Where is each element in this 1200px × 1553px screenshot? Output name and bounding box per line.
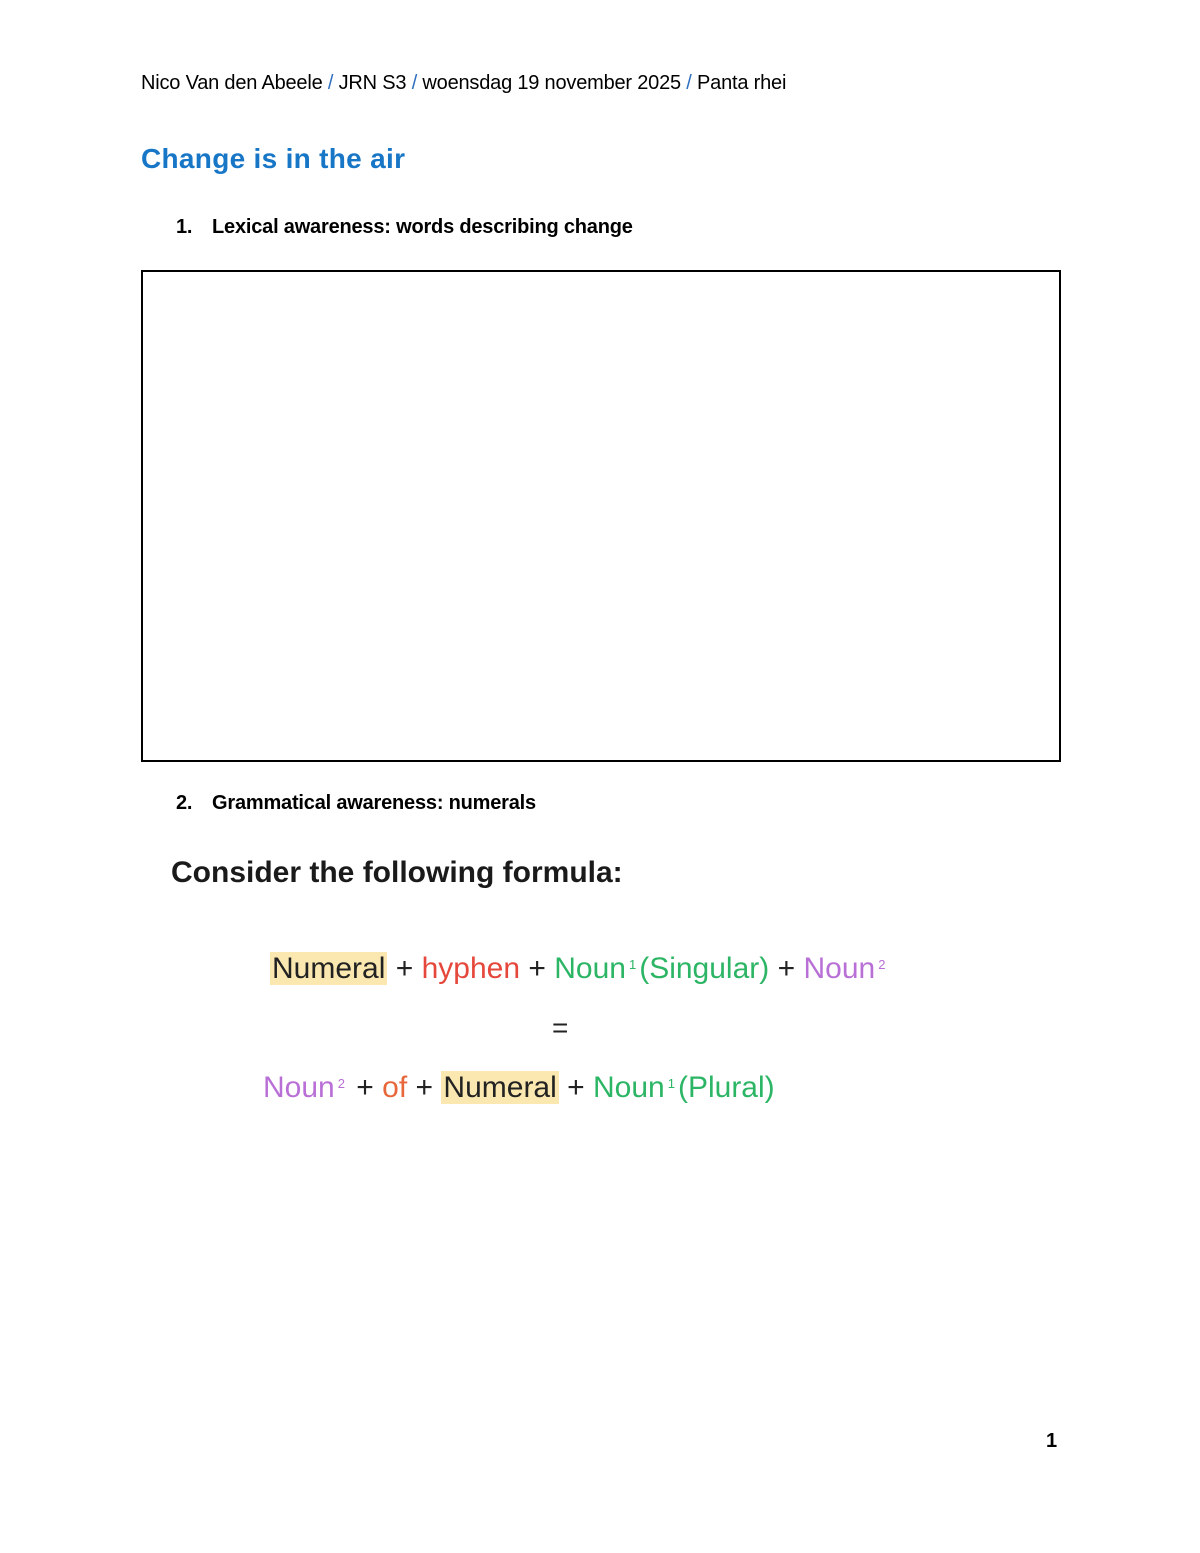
formula-plus: +: [395, 952, 414, 985]
header-separator: /: [327, 72, 334, 94]
formula-plural: (Plural): [677, 1071, 775, 1104]
formula-line-expanded: [263, 1071, 775, 1105]
section-number: 2.: [176, 792, 193, 814]
formula-intro: Consider the following formula:: [171, 856, 623, 889]
formula-plus: +: [567, 1071, 585, 1104]
page-title: Change is in the air: [141, 143, 406, 174]
formula-plus: +: [415, 1071, 434, 1104]
section-heading-lexical: [176, 216, 633, 239]
section-heading-text: Grammatical awareness: numerals: [212, 792, 536, 814]
formula-plus: +: [777, 952, 796, 985]
formula-singular: (Singular): [639, 952, 770, 985]
formula-superscript: 1: [628, 957, 637, 972]
section-number: 1.: [176, 216, 193, 238]
section-heading-text: Lexical awareness: words describing change: [212, 216, 633, 238]
formula-of: of: [382, 1071, 408, 1104]
formula-superscript: 1: [667, 1076, 675, 1091]
formula-numeral: Numeral: [443, 1071, 557, 1104]
header-topic: Panta rhei: [697, 72, 787, 94]
formula-noun1: Noun: [593, 1071, 665, 1104]
section-heading-grammatical: [176, 792, 536, 815]
formula-superscript: 2: [337, 1076, 345, 1091]
header-author: Nico Van den Abeele: [141, 72, 323, 94]
formula-line-compound: [270, 952, 888, 986]
header-course: JRN S3: [338, 72, 407, 94]
formula-equals: =: [552, 1012, 569, 1043]
formula-noun2: Noun: [803, 952, 876, 985]
formula-plus: +: [528, 952, 546, 985]
header-date: woensdag 19 november 2025: [422, 72, 681, 94]
answer-box[interactable]: [141, 270, 1061, 762]
header-separator: /: [411, 72, 418, 94]
header-separator: /: [686, 72, 692, 94]
formula-noun1: Noun: [554, 952, 626, 985]
formula-superscript: 2: [878, 957, 886, 972]
page-number: 1: [1046, 1430, 1058, 1452]
formula-hyphen: hyphen: [421, 952, 521, 985]
page-header: [141, 72, 786, 95]
formula-noun2: Noun: [263, 1071, 335, 1104]
formula-numeral: Numeral: [272, 952, 386, 985]
formula-plus: +: [356, 1071, 374, 1104]
